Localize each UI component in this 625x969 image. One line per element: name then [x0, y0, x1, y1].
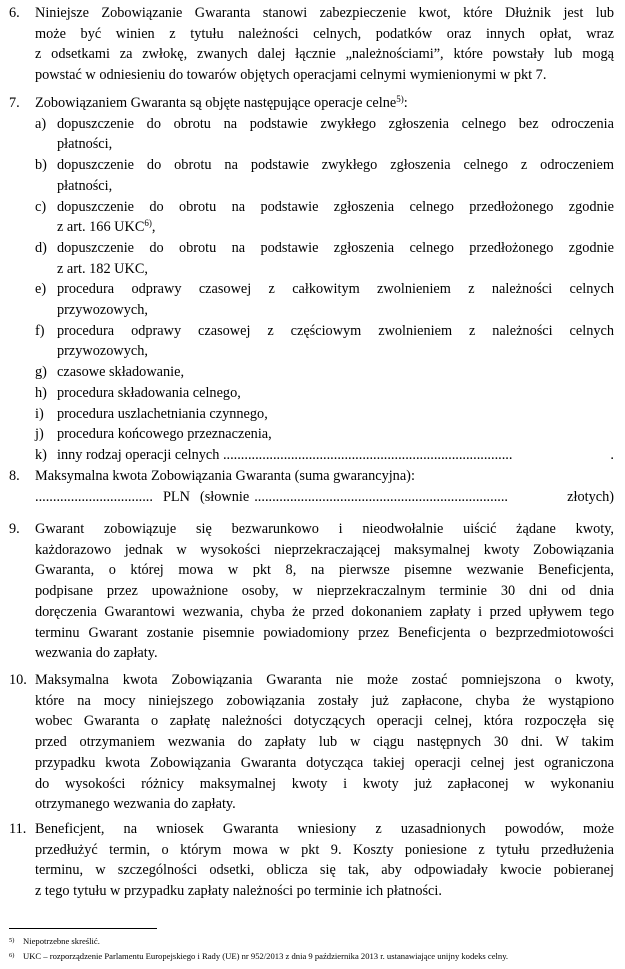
text-line: wezwania do zapłaty.: [35, 645, 158, 662]
text-line: [57, 445, 614, 466]
text-line: procedura odprawy czasowej z całkowitym zwolnieniem z należności celnych: [57, 281, 614, 298]
words-unit: złotych): [567, 488, 614, 505]
text-line: płatności,: [57, 177, 113, 194]
footnote: [9, 951, 508, 961]
footnote-text: Niepotrzebne skreślić.: [23, 936, 100, 946]
text-line: terminu, w szczególności odsetki, oblicza się tak, aby odpowiadały kwocie pobieranej: [35, 862, 614, 879]
text-line-part: z art. 166 UKC: [57, 219, 145, 236]
text-line: przywozowych,: [57, 343, 148, 360]
text-line: procedura końcowego przeznaczenia,: [57, 426, 272, 443]
list-item: [35, 197, 614, 238]
text-line: procedura odprawy czasowej z częściowym zwolnieniem z należności celnych: [57, 322, 614, 339]
list-item: [35, 321, 614, 362]
text-line: każdorazowo jednak w wysokości nieprzekraczającej maksymalnej kwoty Zobowiązania: [35, 541, 614, 558]
section-title-text: Zobowiązaniem Gwaranta są objęte następujące operacje celne: [35, 95, 397, 111]
text-line: które na mocy niniejszego zobowiązania zostały już zapłacone, chyba że wystąpiono: [35, 692, 614, 709]
text-line: z tego tytułu w przypadku zapłaty należności po terminie ich płatności.: [35, 883, 442, 900]
list-item: [35, 238, 614, 279]
item-letter: d): [35, 239, 47, 256]
text-line: dopuszczenie do obrotu na podstawie zgłoszenia celnego przedłożonego zgodnie: [57, 239, 614, 256]
list-item: [35, 383, 614, 404]
text-line: dopuszczenie do obrotu na podstawie zgłoszenia celnego przedłożonego zgodnie: [57, 198, 614, 215]
text-line: Gwaranta, o której mowa w pkt 8, na pierwsze pisemne wezwanie Beneficjenta,: [35, 562, 614, 579]
item-letter: c): [35, 198, 47, 215]
text-line: podpisane przez upoważnione osoby, w nieprzekraczalnym terminie 30 dni od dnia: [35, 583, 614, 600]
footnote-mark: 6): [9, 952, 15, 959]
footnote-mark: 5): [9, 937, 15, 944]
text-line: przypadku kwota Zobowiązania Gwaranta dotycząca takiej operacji celnej jest ograniczona: [35, 754, 614, 771]
list-item: [35, 445, 614, 466]
item-letter: f): [35, 322, 45, 339]
text-line-end: ,: [151, 219, 156, 236]
footnote-divider: [9, 928, 157, 929]
text-line: przywozowych,: [57, 302, 148, 319]
list-item: [35, 404, 614, 425]
section-title-end: :: [403, 95, 408, 111]
item-letter: k): [35, 446, 47, 463]
text-line: wobec Gwaranta o zapłatę należności dotyczących operacji celnej, która rozpoczęła się: [35, 713, 614, 730]
list-item: [35, 279, 614, 320]
footnote-ref: 5): [396, 94, 404, 104]
footnote: [9, 936, 100, 946]
text-line: Niniejsze Zobowiązanie Gwaranta stanowi zabezpieczenie kwot, które Dłużnik jest lub: [35, 5, 614, 21]
footnote-text: UKC – rozporządzenie Parlamentu Europejskiego i Rady (UE) nr 952/2013 z dnia 9 października 2013 r. ustanawiające unijny kodeks celny.: [23, 951, 509, 961]
section-11: [9, 819, 614, 902]
text-line: płatności,: [57, 136, 113, 153]
item-letter: b): [35, 157, 47, 174]
section-number: 8.: [9, 468, 20, 484]
text-line: z art. 182 UKC,: [57, 260, 148, 277]
text-line: doręczenia Gwarantowi wezwania, chyba że przed dokonaniem zapłaty i przed upływem tego: [35, 603, 614, 620]
section-8: [9, 466, 614, 507]
text-line: przed otrzymaniem wezwania do zapłaty lub w ciągu następnych 30 dni. W takim: [35, 734, 614, 751]
text-line: Maksymalna kwota Zobowiązania Gwaranta nie może zostać pomniejszona o kwoty,: [35, 672, 614, 688]
text-line: [57, 217, 614, 238]
section-6: [9, 3, 614, 86]
list-item: [35, 114, 614, 155]
words-label: (słownie: [199, 488, 250, 505]
amount-line: [35, 487, 614, 508]
text-line: do wysokości różnicy maksymalnej kwoty i kwoty już zapłaconej w wykonaniu: [35, 775, 614, 792]
section-title: [35, 93, 614, 114]
section-10: [9, 670, 614, 815]
text-line: terminu Gwarant zostanie pisemnie powiadomiony przez Beneficjenta o bezprzedmiotowości: [35, 624, 614, 641]
item-letter: g): [35, 364, 47, 381]
text-line: procedura uszlachetniania czynnego,: [57, 405, 268, 422]
text-line: otrzymanego wezwania do zapłaty.: [35, 796, 236, 813]
text-line: Beneficjent, na wniosek Gwaranta wniesiony z uzasadnionych powodów, może: [35, 821, 614, 837]
section-number: 7.: [9, 95, 20, 111]
amount-words-field[interactable]: .......................................................................: [254, 488, 508, 505]
text-line-end: .: [610, 446, 614, 463]
text-line-part: inny rodzaj operacji celnych: [57, 446, 220, 463]
text-line: może być winien z tytułu należności celnych, podatków oraz innych opłat, wraz: [35, 25, 614, 42]
item-letter: i): [35, 405, 44, 422]
text-line: czasowe składowanie,: [57, 364, 185, 381]
list-item: [35, 362, 614, 383]
section-number: 10.: [9, 672, 27, 688]
list-item: [35, 155, 614, 196]
currency-label: PLN: [162, 488, 190, 505]
item-letter: h): [35, 384, 47, 401]
amount-field[interactable]: .................................: [35, 488, 153, 505]
text-line: powstać w odniesieniu do towarów objętych operacjami celnymi wymienionymi w pkt 7.: [35, 67, 547, 84]
section-9: [9, 519, 614, 664]
list-item: [35, 424, 614, 445]
item-letter: a): [35, 115, 47, 132]
section-number: 9.: [9, 521, 20, 537]
section-7: [9, 93, 614, 466]
text-line: przedłużyć termin, o którym mowa w pkt 9. Koszty poniesione z tytułu przedłużenia: [35, 841, 614, 858]
item-letter: e): [35, 281, 47, 298]
text-line: z odsetkami za zwłokę, zwanych dalej łącznie „należnościami”, które powstały lub mogą: [35, 46, 614, 63]
text-line: dopuszczenie do obrotu na podstawie zwykłego zgłoszenia celnego z odroczeniem: [57, 157, 614, 174]
section-number: 11.: [9, 821, 27, 837]
item-letter: j): [35, 426, 44, 443]
fill-in-field[interactable]: .................................................................................: [222, 446, 513, 463]
section-number: 6.: [9, 5, 20, 21]
text-line: Gwarant zobowiązuje się bezwarunkowo i nieodwołalnie uiścić żądane kwoty,: [35, 521, 614, 537]
footnote-ref: 6): [144, 218, 152, 229]
section-title: Maksymalna kwota Zobowiązania Gwaranta (suma gwarancyjna):: [35, 468, 415, 484]
text-line: procedura składowania celnego,: [57, 384, 241, 401]
text-line: dopuszczenie do obrotu na podstawie zwykłego zgłoszenia celnego bez odroczenia: [57, 115, 614, 132]
